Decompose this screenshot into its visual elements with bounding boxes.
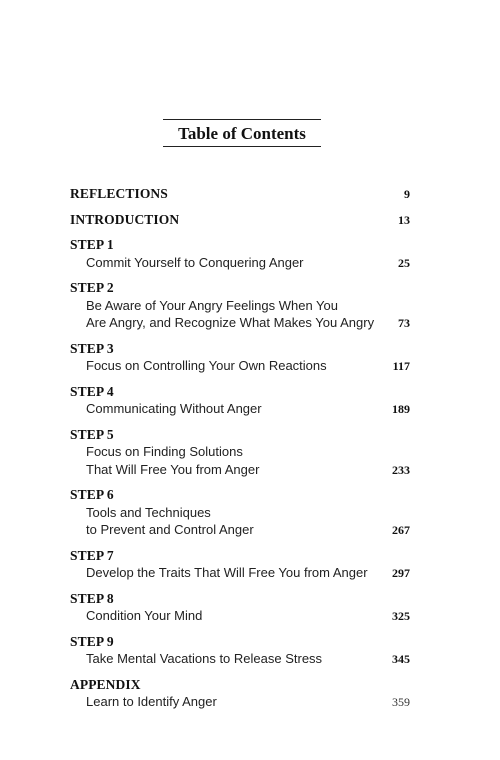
toc-page-number: 25 — [398, 255, 410, 270]
toc-subtitle-line: Communicating Without Anger — [86, 401, 262, 416]
toc-entry-step-8[interactable] — [70, 590, 410, 626]
toc-entry-step-3[interactable] — [70, 340, 410, 376]
toc-entry-step-2[interactable] — [70, 279, 410, 333]
toc-heading: APPENDIX — [70, 676, 141, 692]
toc-heading: STEP 6 — [70, 487, 114, 502]
toc-page-number: 9 — [404, 187, 410, 201]
toc-subtitle-line: Be Aware of Your Angry Feelings When You — [86, 297, 338, 313]
toc-page-number: 117 — [392, 359, 410, 373]
toc-heading: STEP 1 — [70, 237, 114, 252]
toc-subtitle-line: That Will Free You from Anger — [86, 461, 260, 477]
toc-heading: REFLECTIONS — [70, 186, 168, 201]
toc-heading: STEP 3 — [70, 340, 114, 356]
toc-entry-introduction[interactable] — [70, 211, 410, 230]
toc-heading: STEP 7 — [70, 547, 114, 563]
toc-subtitle-line: Are Angry, and Recognize What Makes You Angry — [86, 315, 375, 330]
toc-page-number: 325 — [392, 609, 410, 623]
toc-entry-step-7[interactable] — [70, 547, 410, 583]
toc-heading: STEP 8 — [70, 590, 114, 606]
title-rule-bottom — [163, 146, 321, 147]
toc-page-number: 233 — [392, 462, 410, 477]
table-of-contents — [70, 185, 410, 719]
toc-subtitle-line: Focus on Finding Solutions — [86, 444, 243, 459]
toc-heading: STEP 9 — [70, 633, 114, 649]
toc-subtitle-line: Focus on Controlling Your Own Reactions — [86, 358, 327, 373]
toc-page-number: 359 — [392, 695, 410, 709]
toc-page-number: 267 — [392, 523, 410, 537]
toc-page-number: 345 — [392, 652, 410, 666]
toc-entry-step-4[interactable] — [70, 383, 410, 419]
toc-heading: INTRODUCTION — [70, 211, 180, 227]
toc-page-number: 73 — [398, 316, 410, 330]
toc-subtitle-line: Commit Yourself to Conquering Anger — [86, 254, 304, 270]
toc-entry-reflections[interactable] — [70, 185, 410, 204]
toc-entry-step-1[interactable] — [70, 236, 410, 272]
toc-entry-step-6[interactable] — [70, 486, 410, 540]
toc-heading: STEP 2 — [70, 280, 114, 295]
toc-subtitle-line: Condition Your Mind — [86, 608, 203, 623]
toc-page-number: 189 — [392, 402, 410, 416]
toc-subtitle-line: to Prevent and Control Anger — [86, 522, 254, 537]
toc-page-number: 297 — [392, 566, 410, 580]
toc-heading: STEP 4 — [70, 383, 114, 399]
toc-subtitle-line: Develop the Traits That Will Free You from Anger — [86, 565, 368, 580]
toc-entry-step-9[interactable] — [70, 633, 410, 669]
toc-subtitle-line: Learn to Identify Anger — [86, 694, 217, 709]
page-title: Table of Contents — [178, 124, 306, 143]
toc-subtitle-line: Tools and Techniques — [86, 504, 211, 520]
toc-entry-appendix[interactable] — [70, 676, 410, 712]
toc-entry-step-5[interactable] — [70, 426, 410, 480]
title-rule-top — [163, 119, 321, 120]
toc-heading: STEP 5 — [70, 426, 114, 442]
toc-page-number: 13 — [398, 212, 410, 227]
toc-subtitle-line: Take Mental Vacations to Release Stress — [86, 651, 323, 666]
